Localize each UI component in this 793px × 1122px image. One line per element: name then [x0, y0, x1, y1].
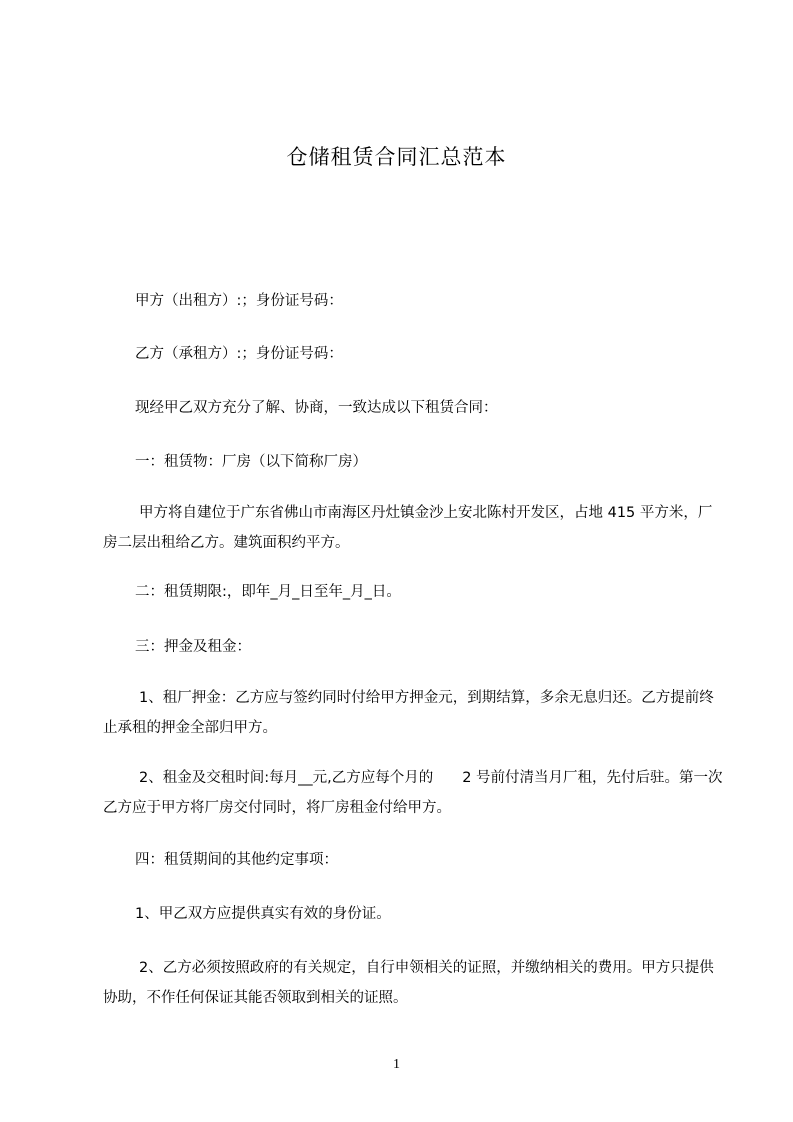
- document-title: 仓储租赁合同汇总范本: [286, 145, 507, 169]
- agreement-intro: 现经甲乙双方充分了解、协商，一致达成以下租赁合同：: [135, 400, 498, 416]
- section-2-heading: 二：租赁期限:，即年_月_日至年_月_日。: [135, 584, 401, 600]
- clause-4-1-id: 1、甲乙双方应提供真实有效的身份证。: [135, 906, 391, 922]
- section-3-heading: 三：押金及租金：: [135, 639, 251, 655]
- party-b-line: 乙方（承租方）:；身份证号码：: [135, 346, 343, 362]
- clause-4-2-licenses: 2、乙方必须按照政府的有关规定，自行申领相关的证照，并缴纳相关的费用。甲方只提供协助，不作任何保证其能否领取到相关的证照。: [103, 960, 714, 1006]
- party-a-line: 甲方（出租方）:；身份证号码：: [135, 293, 343, 309]
- section-1-body: 甲方将自建位于广东省佛山市南海区丹灶镇金沙上安北陈村开发区，占地 415 平方米，厂房二层出租给乙方。建筑面积约平方。: [103, 505, 713, 551]
- clause-3-1-deposit: 1、租厂押金：乙方应与签约同时付给甲方押金元，到期结算，多余无息归还。乙方提前终止承租的押金全部归甲方。: [103, 690, 714, 736]
- page-number: 1: [393, 1057, 400, 1072]
- section-1-heading: 一：租赁物：厂房（以下简称厂房）: [135, 454, 367, 470]
- clause-3-2-rent: 2、租金及交租时间:每月__元,乙方应每个月的 2 号前付清当月厂租，先付后驻。第一次乙方应于甲方将厂房交付同时，将厂房租金付给甲方。: [103, 770, 723, 816]
- section-4-heading: 四：租赁期间的其他约定事项：: [135, 852, 338, 868]
